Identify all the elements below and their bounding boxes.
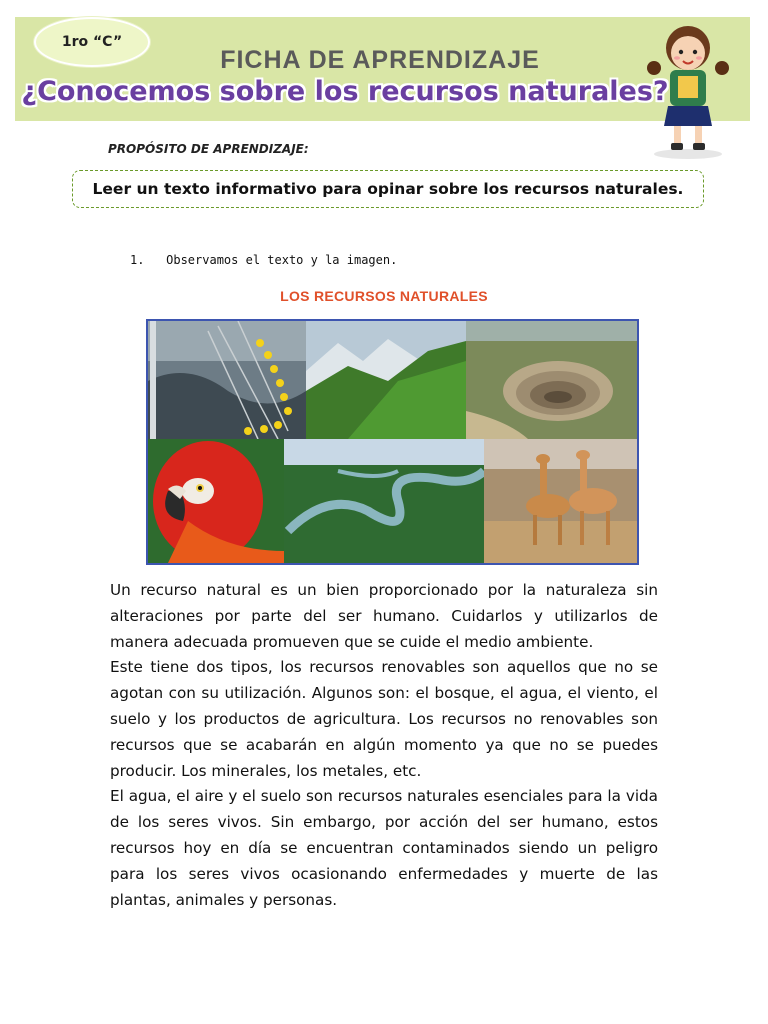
worksheet-subtitle: ¿Conocemos sobre los recursos naturales? <box>21 76 669 107</box>
paragraph: El agua, el aire y el suelo son recursos naturales esenciales para la vida de los seres vivos. Sin embargo, por acción del ser humano, estos recursos hoy en día se encuentran contaminados siendo un peligro para los seres vivos ocasionando enfermedades y muerte de las plantas, animales y personas. <box>110 787 658 909</box>
paragraph: Este tiene dos tipos, los recursos renovables son aquellos que no se agotan con su utilización. Algunos son: el bosque, el agua, el viento, el suelo y los productos de agricultura. Los recursos no renovables son recursos que se acabarán en algún momento ya que no se puedes producir. Los minerales, los metales, etc. <box>110 658 658 780</box>
open-pit-mine-photo <box>466 321 637 439</box>
mountain-forest-photo <box>306 321 466 439</box>
step-instruction: 1. Observamos el texto y la imagen. <box>130 253 398 267</box>
grade-badge: 1ro “C” <box>34 17 150 67</box>
fishing-net-photo <box>148 321 306 439</box>
natural-resources-collage <box>146 319 639 565</box>
vicunas-photo <box>484 439 637 563</box>
macaw-photo <box>148 439 284 563</box>
purpose-text: Leer un texto informativo para opinar sobre los recursos naturales. <box>92 180 684 198</box>
worksheet-title: FICHA DE APRENDIZAJE <box>220 46 540 74</box>
purpose-box <box>72 170 704 208</box>
river-rainforest-photo <box>284 439 484 563</box>
purpose-label: PROPÓSITO DE APRENDIZAJE: <box>108 142 309 156</box>
informative-text <box>110 578 658 913</box>
girl-illustration <box>640 22 735 162</box>
paragraph: Un recurso natural es un bien proporcionado por la naturaleza sin alteraciones por parte del ser humano. Cuidarlos y utilizarlos de manera adecuada promueven que se cuide el medio ambiente. <box>110 581 658 651</box>
section-title: LOS RECURSOS NATURALES <box>280 288 488 304</box>
